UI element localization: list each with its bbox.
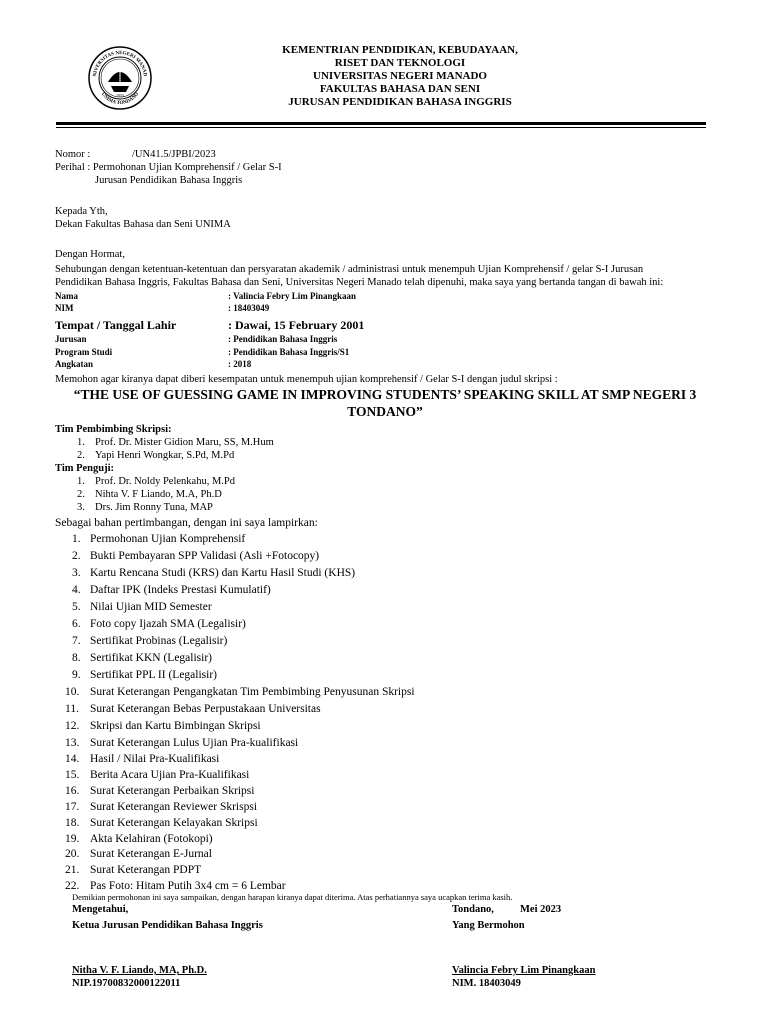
list-item: 18. Surat Keterangan Kelayakan Skripsi	[65, 816, 258, 829]
svg-text:1955: 1955	[116, 93, 124, 98]
sig-left-title: Ketua Jurusan Pendidikan Bahasa Inggris	[72, 920, 263, 931]
sig-left-id: NIP.19700832000122011	[72, 978, 181, 989]
list-item: 20. Surat Keterangan E-Jurnal	[65, 848, 212, 861]
list-item: 15. Berita Acara Ujian Pra-Kualifikasi	[65, 768, 250, 781]
perihal-line: Perihal : Permohonan Ujian Komprehensif / Gelar S-I	[55, 162, 282, 173]
sig-right-id: NIM. 18403049	[452, 978, 521, 989]
list-item: 2. Yapi Henri Wongkar, S.Pd, M.Pd	[77, 450, 235, 461]
nomor-label: Nomor :	[55, 149, 91, 160]
field-label: Tempat / Tanggal Lahir	[55, 318, 177, 332]
body-paragraph-line-2: Pendidikan Bahasa Inggris, Fakultas Bahasa dan Seni, Universitas Negeri Manado telah dipenuhi, maka saya yang bertanda tangan di bawah ini:	[55, 277, 664, 288]
list-item: 14. Hasil / Nilai Pra-Kualifikasi	[65, 753, 220, 765]
list-item: 5. Nilai Ujian MID Semester	[72, 601, 212, 613]
list-item: 13. Surat Keterangan Lulus Ujian Pra-kualifikasi	[65, 737, 299, 749]
svg-text:UNIVERSITAS NEGERI MANADO: NIVERSITAS NEGERI MANAD	[92, 50, 147, 77]
closing-sentence: Demikian permohonan ini saya sampaikan, dengan harapan kiranya dapat diterima. Atas perhatiannya saya ucapkan terima kasih.	[72, 892, 513, 902]
list-item: 2. Nihta V. F Liando, M.A, Ph.D	[77, 489, 222, 500]
list-item: 3. Drs. Jim Ronny Tuna, MAP	[77, 502, 213, 513]
sig-right-name: Valincia Febry Lim Pinangkaan	[452, 965, 596, 976]
field-label: NIM	[55, 303, 74, 313]
sig-left-name: Nitha V. F. Liando, MA, Ph.D.	[72, 965, 207, 976]
field-label: Jurusan	[55, 334, 87, 344]
field-value: : 18403049	[228, 303, 270, 313]
field-label: Nama	[55, 291, 78, 301]
supervisors-heading: Tim Pembimbing Skripsi:	[55, 424, 172, 435]
list-item: 9. Sertifikat PPL II (Legalisir)	[72, 669, 217, 681]
list-item: 21. Surat Keterangan PDPT	[65, 864, 202, 877]
list-item: 1. Permohonan Ujian Komprehensif	[72, 533, 246, 545]
thesis-title	[55, 386, 715, 420]
list-item: 22. Pas Foto: Hitam Putih 3x4 cm = 6 Lembar	[65, 880, 286, 893]
recipient-salutation: Kepada Yth,	[55, 206, 108, 217]
letterhead	[200, 44, 600, 109]
list-item: 12. Skripsi dan Kartu Bimbingan Skripsi	[65, 720, 261, 732]
attachments-intro: Sebagai bahan pertimbangan, dengan ini saya lampirkan:	[55, 517, 318, 529]
request-line: Memohon agar kiranya dapat diberi kesempatan untuk menempuh ujian komprehensif / Gelar S-I dengan judul skripsi :	[55, 374, 558, 385]
sig-right-place: Tondano,	[452, 904, 494, 915]
letter-number	[55, 148, 216, 161]
list-item: 3. Kartu Rencana Studi (KRS) dan Kartu Hasil Studi (KHS)	[72, 567, 356, 579]
perihal-line-2: Jurusan Pendidikan Bahasa Inggris	[95, 175, 243, 186]
thesis-title-line-1: “THE USE OF GUESSING GAME IN IMPROVING STUDENTS’ SPEAKING SKILL AT SMP NEGERI 3	[73, 387, 697, 402]
list-item: 1. Prof. Dr. Mister Gidion Maru, SS, M.Hum	[77, 437, 274, 448]
list-item: 6. Foto copy Ijazah SMA (Legalisir)	[72, 618, 246, 630]
letterhead-line: RISET DAN TEKNOLOGI	[334, 57, 466, 69]
field-value: : Pendidikan Bahasa Inggris	[228, 334, 338, 344]
header-divider-thin	[56, 127, 706, 128]
recipient-name: Dekan Fakultas Bahasa dan Seni UNIMA	[55, 219, 231, 230]
svg-text:UNIMA TONDANO: UNIMA TONDANO	[99, 91, 141, 107]
list-item: 11. Surat Keterangan Bebas Perpustakaan Universitas	[65, 703, 321, 715]
examiners-heading: Tim Penguji:	[55, 463, 115, 474]
university-seal-logo	[88, 46, 152, 110]
attachments-list-b	[65, 752, 286, 895]
field-label: Angkatan	[55, 359, 94, 369]
list-item: 2. Bukti Pembayaran SPP Validasi (Asli +Fotocopy)	[72, 550, 320, 562]
field-value: : 2018	[228, 359, 252, 369]
list-item: 19. Akta Kelahiran (Fotokopi)	[65, 832, 213, 845]
thesis-title-line-2: TONDANO”	[347, 404, 423, 419]
list-item: 1. Prof. Dr. Noldy Pelenkahu, M.Pd	[77, 476, 235, 487]
supervisors-list	[77, 436, 274, 462]
field-value: : Valincia Febry Lim Pinangkaan	[228, 291, 357, 301]
sig-right-title: Yang Bermohon	[452, 920, 525, 931]
list-item: 4. Daftar IPK (Indeks Prestasi Kumulatif)	[72, 584, 271, 596]
field-label: Program Studi	[55, 347, 113, 357]
sig-right-date: Mei 2023	[520, 904, 562, 915]
nomor-value: /UN41.5/JPBI/2023	[132, 149, 216, 160]
list-item: 10. Surat Keterangan Pengangkatan Tim Pembimbing Penyusunan Skripsi	[65, 686, 415, 698]
field-value: : Pendidikan Bahasa Inggris/S1	[228, 347, 350, 357]
list-item: 7. Sertifikat Probinas (Legalisir)	[72, 635, 228, 647]
letterhead-line: KEMENTRIAN PENDIDIKAN, KEBUDAYAAN,	[282, 44, 518, 56]
attachments-list-a	[65, 531, 415, 752]
list-item: 8. Sertifikat KKN (Legalisir)	[72, 652, 212, 664]
list-item: 16. Surat Keterangan Perbaikan Skripsi	[65, 784, 255, 797]
header-divider	[56, 122, 706, 125]
examiners-list	[77, 475, 235, 514]
list-item: 17. Surat Keterangan Reviewer Skrispsi	[65, 800, 258, 813]
greeting: Dengan Hormat,	[55, 249, 125, 260]
field-value: : Dawai, 15 February 2001	[228, 318, 365, 332]
sig-left-heading: Mengetahui,	[72, 904, 129, 915]
body-paragraph-line-1: Sehubungan dengan ketentuan-ketentuan dan persyaratan akademik / administrasi untuk menempuh Ujian Komprehensif / gelar S-I Jurusan	[55, 264, 644, 275]
letterhead-line: UNIVERSITAS NEGERI MANADO	[313, 70, 487, 82]
letterhead-line: JURUSAN PENDIDIKAN BAHASA INGGRIS	[288, 96, 512, 108]
letterhead-line: FAKULTAS BAHASA DAN SENI	[319, 83, 481, 95]
